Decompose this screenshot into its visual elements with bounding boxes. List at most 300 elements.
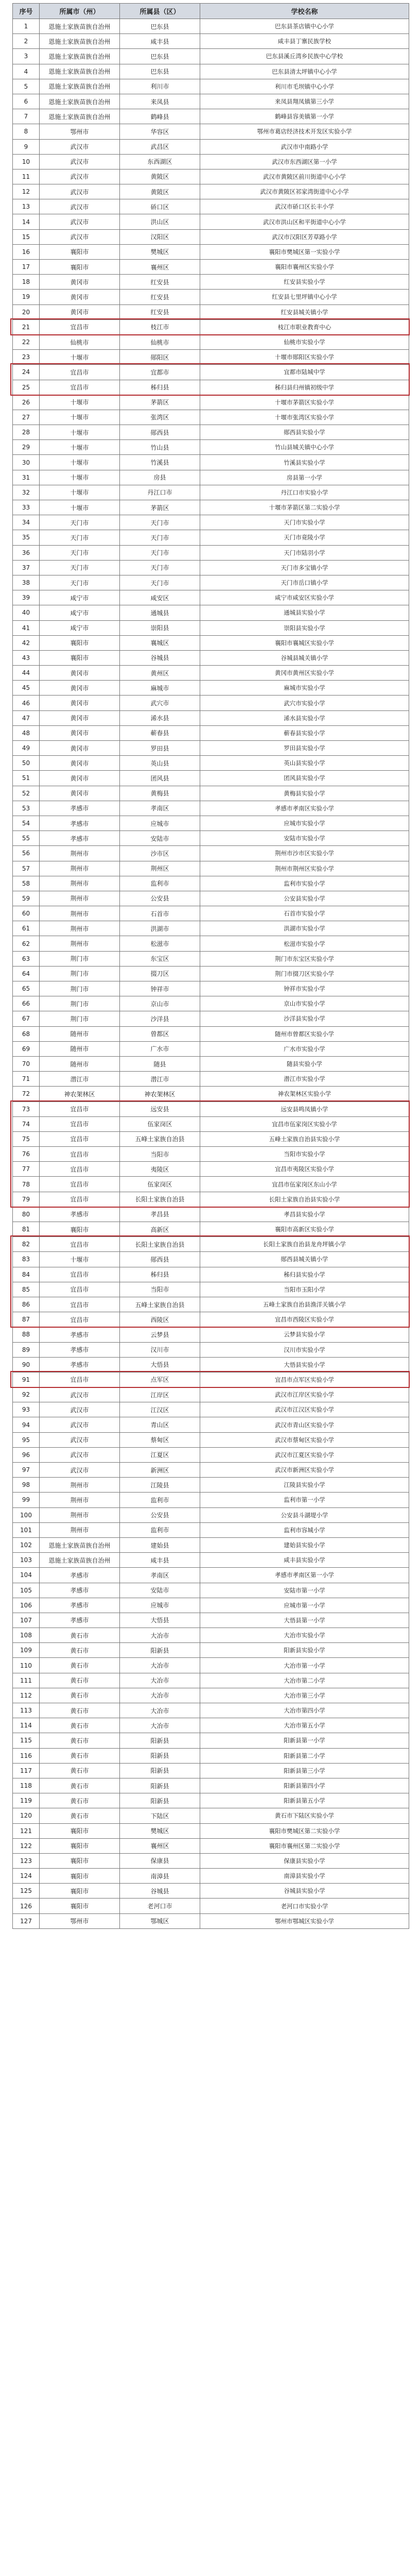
table-row xyxy=(13,1327,409,1342)
row-county-cell: 应城市 xyxy=(120,1598,200,1613)
row-county-cell: 巴东县 xyxy=(120,49,200,64)
row-county-cell: 郧阳区 xyxy=(120,350,200,365)
row-school-cell: 襄阳市高新区实验小学 xyxy=(200,1222,409,1237)
row-county-cell: 巴东县 xyxy=(120,64,200,79)
table-row xyxy=(13,1087,409,1101)
table-row xyxy=(13,590,409,605)
table-row xyxy=(13,380,409,395)
table-row xyxy=(13,1387,409,1402)
row-county-cell: 枝江市 xyxy=(120,319,200,334)
row-county-cell: 仙桃市 xyxy=(120,334,200,349)
row-school-cell: 大悟县实验小学 xyxy=(200,1357,409,1372)
row-city-cell: 荆州市 xyxy=(40,891,120,906)
table-row xyxy=(13,1568,409,1583)
row-school-cell: 远安县鸣凤镇小学 xyxy=(200,1101,409,1116)
table-row xyxy=(13,771,409,786)
table-row xyxy=(13,861,409,876)
row-city-cell: 十堰市 xyxy=(40,455,120,470)
row-county-cell: 红安县 xyxy=(120,290,200,304)
row-city-cell: 黄冈市 xyxy=(40,275,120,290)
table-row xyxy=(13,1267,409,1282)
row-school-cell: 阳新县第五小学 xyxy=(200,1793,409,1808)
row-school-cell: 建始县实验小学 xyxy=(200,1537,409,1552)
table-row xyxy=(13,169,409,184)
row-city-cell: 武汉市 xyxy=(40,139,120,154)
row-index-cell: 116 xyxy=(13,1748,40,1763)
row-index-cell: 108 xyxy=(13,1628,40,1643)
row-city-cell: 宜昌市 xyxy=(40,1162,120,1177)
row-county-cell: 大冶市 xyxy=(120,1688,200,1703)
row-school-cell: 孝感市孝南区实验小学 xyxy=(200,801,409,816)
row-county-cell: 长阳土家族自治县 xyxy=(120,1237,200,1252)
table-row xyxy=(13,1177,409,1192)
row-school-cell: 武汉市黄陂区前川街道中心小学 xyxy=(200,169,409,184)
table-row xyxy=(13,1613,409,1628)
table-row xyxy=(13,545,409,560)
row-county-cell: 应城市 xyxy=(120,816,200,831)
header-city: 所属市（州） xyxy=(40,4,120,19)
row-school-cell: 宜昌市伍家岗区东山小学 xyxy=(200,1177,409,1192)
row-county-cell: 洪湖市 xyxy=(120,921,200,936)
row-county-cell: 云梦县 xyxy=(120,1327,200,1342)
row-county-cell: 天门市 xyxy=(120,560,200,575)
row-school-cell: 大冶市第三小学 xyxy=(200,1688,409,1703)
row-city-cell: 荆门市 xyxy=(40,951,120,966)
row-county-cell: 青山区 xyxy=(120,1417,200,1432)
row-city-cell: 恩施土家族苗族自治州 xyxy=(40,34,120,49)
row-index-cell: 34 xyxy=(13,515,40,530)
table-row xyxy=(13,951,409,966)
row-county-cell: 保康县 xyxy=(120,1853,200,1868)
row-county-cell: 潜江市 xyxy=(120,1072,200,1087)
row-school-cell: 阳新县第四小学 xyxy=(200,1778,409,1793)
row-county-cell: 石首市 xyxy=(120,906,200,921)
table-row xyxy=(13,876,409,891)
table-row xyxy=(13,936,409,951)
row-county-cell: 樊城区 xyxy=(120,244,200,259)
row-county-cell: 当阳市 xyxy=(120,1282,200,1297)
row-city-cell: 黄冈市 xyxy=(40,771,120,786)
table-row xyxy=(13,696,409,710)
row-school-cell: 潜江市实验小学 xyxy=(200,1072,409,1087)
row-school-cell: 咸宁市咸安区实验小学 xyxy=(200,590,409,605)
row-city-cell: 宜昌市 xyxy=(40,319,120,334)
row-index-cell: 69 xyxy=(13,1041,40,1056)
row-city-cell: 黄冈市 xyxy=(40,725,120,740)
row-school-cell: 监利市容城小学 xyxy=(200,1522,409,1537)
row-city-cell: 武汉市 xyxy=(40,214,120,229)
row-city-cell: 天门市 xyxy=(40,575,120,590)
row-school-cell: 孝感市孝南区第一小学 xyxy=(200,1568,409,1583)
row-index-cell: 13 xyxy=(13,199,40,214)
table-row xyxy=(13,560,409,575)
table-row xyxy=(13,1884,409,1899)
row-index-cell: 71 xyxy=(13,1072,40,1087)
row-city-cell: 宜昌市 xyxy=(40,1177,120,1192)
row-school-cell: 武汉市新洲区实验小学 xyxy=(200,1463,409,1478)
row-school-cell: 公安县斗湖堤小学 xyxy=(200,1507,409,1522)
row-city-cell: 黄石市 xyxy=(40,1748,120,1763)
row-county-cell: 蕲春县 xyxy=(120,725,200,740)
row-city-cell: 襄阳市 xyxy=(40,1838,120,1853)
row-county-cell: 咸安区 xyxy=(120,590,200,605)
row-city-cell: 孝感市 xyxy=(40,816,120,831)
table-row xyxy=(13,620,409,635)
row-index-cell: 109 xyxy=(13,1643,40,1658)
row-school-cell: 崇阳县实验小学 xyxy=(200,620,409,635)
table-row xyxy=(13,816,409,831)
row-county-cell: 洪山区 xyxy=(120,214,200,229)
row-city-cell: 黄冈市 xyxy=(40,304,120,319)
row-county-cell: 老河口市 xyxy=(120,1899,200,1913)
row-school-cell: 武汉市黄陂区祁家湾街道中心小学 xyxy=(200,184,409,199)
row-city-cell: 荆州市 xyxy=(40,936,120,951)
header-school: 学校名称 xyxy=(200,4,409,19)
table-row xyxy=(13,244,409,259)
row-index-cell: 53 xyxy=(13,801,40,816)
row-index-cell: 95 xyxy=(13,1432,40,1447)
row-index-cell: 61 xyxy=(13,921,40,936)
row-school-cell: 应城市第一小学 xyxy=(200,1598,409,1613)
row-index-cell: 123 xyxy=(13,1853,40,1868)
row-county-cell: 利川市 xyxy=(120,79,200,94)
row-county-cell: 建始县 xyxy=(120,1537,200,1552)
table-row xyxy=(13,1899,409,1913)
table-row xyxy=(13,365,409,380)
row-index-cell: 84 xyxy=(13,1267,40,1282)
row-school-cell: 浠水县实验小学 xyxy=(200,710,409,725)
row-school-cell: 谷城县城关镇小学 xyxy=(200,650,409,665)
row-index-cell: 127 xyxy=(13,1913,40,1928)
table-row xyxy=(13,1282,409,1297)
table-row xyxy=(13,1478,409,1493)
row-school-cell: 武汉市江岸区实验小学 xyxy=(200,1387,409,1402)
row-index-cell: 50 xyxy=(13,756,40,771)
row-school-cell: 谷城县实验小学 xyxy=(200,1884,409,1899)
table-row xyxy=(13,455,409,470)
row-school-cell: 荆州市荆州区实验小学 xyxy=(200,861,409,876)
row-index-cell: 82 xyxy=(13,1237,40,1252)
row-city-cell: 随州市 xyxy=(40,1056,120,1071)
row-school-cell: 竹山县城关镇中心小学 xyxy=(200,440,409,455)
table-row xyxy=(13,1463,409,1478)
row-school-cell: 天门市竟陵小学 xyxy=(200,530,409,545)
row-county-cell: 松滋市 xyxy=(120,936,200,951)
table-row xyxy=(13,635,409,650)
row-index-cell: 54 xyxy=(13,816,40,831)
row-city-cell: 黄石市 xyxy=(40,1733,120,1748)
row-city-cell: 孝感市 xyxy=(40,1583,120,1598)
row-school-cell: 团风县实验小学 xyxy=(200,771,409,786)
row-county-cell: 咸丰县 xyxy=(120,1553,200,1568)
row-index-cell: 20 xyxy=(13,304,40,319)
row-county-cell: 阳新县 xyxy=(120,1643,200,1658)
row-city-cell: 襄阳市 xyxy=(40,260,120,275)
row-index-cell: 102 xyxy=(13,1537,40,1552)
row-city-cell: 襄阳市 xyxy=(40,650,120,665)
row-school-cell: 五峰土家族自治县渔洋关镇小学 xyxy=(200,1297,409,1312)
row-index-cell: 27 xyxy=(13,410,40,425)
row-index-cell: 111 xyxy=(13,1673,40,1688)
row-county-cell: 通城县 xyxy=(120,605,200,620)
row-city-cell: 黄石市 xyxy=(40,1628,120,1643)
row-index-cell: 89 xyxy=(13,1342,40,1357)
row-county-cell: 新洲区 xyxy=(120,1463,200,1478)
row-index-cell: 9 xyxy=(13,139,40,154)
row-city-cell: 宜昌市 xyxy=(40,1147,120,1162)
row-county-cell: 江夏区 xyxy=(120,1447,200,1462)
row-county-cell: 高新区 xyxy=(120,1222,200,1237)
row-city-cell: 十堰市 xyxy=(40,425,120,440)
row-city-cell: 宜昌市 xyxy=(40,1372,120,1387)
row-school-cell: 五峰土家族自治县实验小学 xyxy=(200,1131,409,1146)
row-index-cell: 56 xyxy=(13,846,40,861)
row-county-cell: 荆州区 xyxy=(120,861,200,876)
row-county-cell: 西陵区 xyxy=(120,1312,200,1327)
row-city-cell: 鄂州市 xyxy=(40,1913,120,1928)
table-row xyxy=(13,1372,409,1387)
row-index-cell: 121 xyxy=(13,1823,40,1838)
table-row xyxy=(13,786,409,801)
row-city-cell: 黄石市 xyxy=(40,1793,120,1808)
row-city-cell: 孝感市 xyxy=(40,1568,120,1583)
row-index-cell: 6 xyxy=(13,94,40,109)
table-row xyxy=(13,184,409,199)
row-school-cell: 秭归县实验小学 xyxy=(200,1267,409,1282)
row-county-cell: 天门市 xyxy=(120,545,200,560)
table-row xyxy=(13,1763,409,1778)
row-index-cell: 77 xyxy=(13,1162,40,1177)
table-row xyxy=(13,275,409,290)
table-row xyxy=(13,1432,409,1447)
row-county-cell: 孝南区 xyxy=(120,1568,200,1583)
row-index-cell: 86 xyxy=(13,1297,40,1312)
row-school-cell: 安陆市第一小学 xyxy=(200,1583,409,1598)
school-list-sheet xyxy=(12,3,409,1929)
row-index-cell: 25 xyxy=(13,380,40,395)
row-city-cell: 十堰市 xyxy=(40,500,120,515)
table-row xyxy=(13,666,409,681)
row-index-cell: 91 xyxy=(13,1372,40,1387)
row-school-cell: 荆门市东宝区实验小学 xyxy=(200,951,409,966)
row-city-cell: 孝感市 xyxy=(40,1207,120,1222)
row-index-cell: 47 xyxy=(13,710,40,725)
table-row xyxy=(13,1222,409,1237)
row-index-cell: 48 xyxy=(13,725,40,740)
row-city-cell: 宜昌市 xyxy=(40,1192,120,1207)
table-row xyxy=(13,1643,409,1658)
table-header-row xyxy=(13,4,409,19)
row-city-cell: 荆门市 xyxy=(40,966,120,981)
row-school-cell: 十堰市张湾区实验小学 xyxy=(200,410,409,425)
table-row xyxy=(13,650,409,665)
row-school-cell: 黄石市下陆区实验小学 xyxy=(200,1808,409,1823)
row-county-cell: 大悟县 xyxy=(120,1357,200,1372)
row-index-cell: 15 xyxy=(13,229,40,244)
table-row xyxy=(13,1026,409,1041)
row-city-cell: 宜昌市 xyxy=(40,1131,120,1146)
row-city-cell: 十堰市 xyxy=(40,350,120,365)
row-school-cell: 阳新县第一小学 xyxy=(200,1733,409,1748)
row-index-cell: 118 xyxy=(13,1778,40,1793)
row-city-cell: 襄阳市 xyxy=(40,1823,120,1838)
row-county-cell: 崇阳县 xyxy=(120,620,200,635)
row-city-cell: 宜昌市 xyxy=(40,1101,120,1116)
row-index-cell: 63 xyxy=(13,951,40,966)
row-index-cell: 68 xyxy=(13,1026,40,1041)
table-row xyxy=(13,1718,409,1733)
row-index-cell: 124 xyxy=(13,1869,40,1884)
row-index-cell: 36 xyxy=(13,545,40,560)
row-index-cell: 31 xyxy=(13,470,40,485)
row-county-cell: 大冶市 xyxy=(120,1628,200,1643)
row-school-cell: 天门市岳口镇小学 xyxy=(200,575,409,590)
table-row xyxy=(13,334,409,349)
row-index-cell: 30 xyxy=(13,455,40,470)
row-city-cell: 宜昌市 xyxy=(40,380,120,395)
row-school-cell: 英山县实验小学 xyxy=(200,756,409,771)
table-row xyxy=(13,79,409,94)
row-school-cell: 汉川市实验小学 xyxy=(200,1342,409,1357)
row-index-cell: 115 xyxy=(13,1733,40,1748)
row-school-cell: 十堰市茅箭区实验小学 xyxy=(200,395,409,410)
row-city-cell: 荆州市 xyxy=(40,906,120,921)
row-county-cell: 公安县 xyxy=(120,891,200,906)
row-county-cell: 华容区 xyxy=(120,124,200,139)
table-row xyxy=(13,1507,409,1522)
row-school-cell: 罗田县实验小学 xyxy=(200,741,409,756)
row-county-cell: 东西湖区 xyxy=(120,154,200,169)
row-school-cell: 鄂州市鄂城区实验小学 xyxy=(200,1913,409,1928)
table-row xyxy=(13,1869,409,1884)
row-city-cell: 襄阳市 xyxy=(40,635,120,650)
row-school-cell: 当阳市玉阳小学 xyxy=(200,1282,409,1297)
row-index-cell: 85 xyxy=(13,1282,40,1297)
table-row xyxy=(13,1116,409,1131)
row-city-cell: 恩施土家族苗族自治州 xyxy=(40,79,120,94)
table-row xyxy=(13,981,409,996)
row-school-cell: 沙洋县实验小学 xyxy=(200,1011,409,1026)
row-index-cell: 97 xyxy=(13,1463,40,1478)
row-index-cell: 37 xyxy=(13,560,40,575)
row-school-cell: 来凤县翔凤镇第三小学 xyxy=(200,94,409,109)
row-index-cell: 81 xyxy=(13,1222,40,1237)
row-city-cell: 恩施土家族苗族自治州 xyxy=(40,64,120,79)
row-school-cell: 枝江市职业教育中心 xyxy=(200,319,409,334)
row-index-cell: 19 xyxy=(13,290,40,304)
row-county-cell: 孝南区 xyxy=(120,801,200,816)
row-index-cell: 119 xyxy=(13,1793,40,1808)
row-city-cell: 十堰市 xyxy=(40,440,120,455)
row-index-cell: 100 xyxy=(13,1507,40,1522)
row-city-cell: 黄冈市 xyxy=(40,756,120,771)
row-city-cell: 黄石市 xyxy=(40,1703,120,1718)
row-city-cell: 神农架林区 xyxy=(40,1087,120,1101)
row-index-cell: 23 xyxy=(13,350,40,365)
row-index-cell: 94 xyxy=(13,1417,40,1432)
table-row xyxy=(13,1853,409,1868)
row-city-cell: 襄阳市 xyxy=(40,1853,120,1868)
table-row xyxy=(13,304,409,319)
row-county-cell: 远安县 xyxy=(120,1101,200,1116)
row-county-cell: 天门市 xyxy=(120,530,200,545)
row-city-cell: 襄阳市 xyxy=(40,1899,120,1913)
table-row xyxy=(13,530,409,545)
row-school-cell: 通城县实验小学 xyxy=(200,605,409,620)
row-county-cell: 咸丰县 xyxy=(120,34,200,49)
row-index-cell: 74 xyxy=(13,1116,40,1131)
row-city-cell: 武汉市 xyxy=(40,1402,120,1417)
row-city-cell: 孝感市 xyxy=(40,1598,120,1613)
table-row xyxy=(13,64,409,79)
row-city-cell: 咸宁市 xyxy=(40,605,120,620)
row-school-cell: 蕲春县实验小学 xyxy=(200,725,409,740)
row-city-cell: 宜昌市 xyxy=(40,1312,120,1327)
row-school-cell: 随县实验小学 xyxy=(200,1056,409,1071)
row-county-cell: 张湾区 xyxy=(120,410,200,425)
row-county-cell: 阳新县 xyxy=(120,1793,200,1808)
row-school-cell: 宜昌市点军区实验小学 xyxy=(200,1372,409,1387)
row-city-cell: 武汉市 xyxy=(40,1463,120,1478)
table-row xyxy=(13,741,409,756)
row-county-cell: 襄州区 xyxy=(120,260,200,275)
table-row xyxy=(13,470,409,485)
row-index-cell: 33 xyxy=(13,500,40,515)
row-county-cell: 江岸区 xyxy=(120,1387,200,1402)
header-index: 序号 xyxy=(13,4,40,19)
row-index-cell: 96 xyxy=(13,1447,40,1462)
row-county-cell: 硚口区 xyxy=(120,199,200,214)
row-index-cell: 98 xyxy=(13,1478,40,1493)
row-city-cell: 武汉市 xyxy=(40,184,120,199)
row-city-cell: 十堰市 xyxy=(40,470,120,485)
row-county-cell: 五峰土家族自治县 xyxy=(120,1297,200,1312)
row-index-cell: 72 xyxy=(13,1087,40,1101)
row-school-cell: 武汉市东西湖区第一小学 xyxy=(200,154,409,169)
table-row xyxy=(13,1312,409,1327)
row-county-cell: 汉阳区 xyxy=(120,229,200,244)
table-row xyxy=(13,214,409,229)
row-county-cell: 竹山县 xyxy=(120,440,200,455)
table-row xyxy=(13,1357,409,1372)
row-index-cell: 101 xyxy=(13,1522,40,1537)
row-city-cell: 襄阳市 xyxy=(40,244,120,259)
table-row xyxy=(13,199,409,214)
row-city-cell: 咸宁市 xyxy=(40,620,120,635)
row-county-cell: 樊城区 xyxy=(120,1823,200,1838)
row-city-cell: 武汉市 xyxy=(40,1387,120,1402)
row-county-cell: 汉川市 xyxy=(120,1342,200,1357)
row-city-cell: 黄冈市 xyxy=(40,741,120,756)
row-county-cell: 阳新县 xyxy=(120,1763,200,1778)
row-county-cell: 大冶市 xyxy=(120,1703,200,1718)
row-school-cell: 襄阳市襄州区实验小学 xyxy=(200,260,409,275)
row-index-cell: 104 xyxy=(13,1568,40,1583)
table-row xyxy=(13,1628,409,1643)
table-row xyxy=(13,1688,409,1703)
table-row xyxy=(13,49,409,64)
row-city-cell: 恩施土家族苗族自治州 xyxy=(40,19,120,34)
table-row xyxy=(13,1402,409,1417)
row-county-cell: 伍家岗区 xyxy=(120,1116,200,1131)
row-city-cell: 天门市 xyxy=(40,515,120,530)
row-city-cell: 宜昌市 xyxy=(40,365,120,380)
row-index-cell: 79 xyxy=(13,1192,40,1207)
row-county-cell: 监利市 xyxy=(120,1493,200,1507)
table-row xyxy=(13,1252,409,1267)
table-row xyxy=(13,575,409,590)
row-school-cell: 天门市陆羽小学 xyxy=(200,545,409,560)
